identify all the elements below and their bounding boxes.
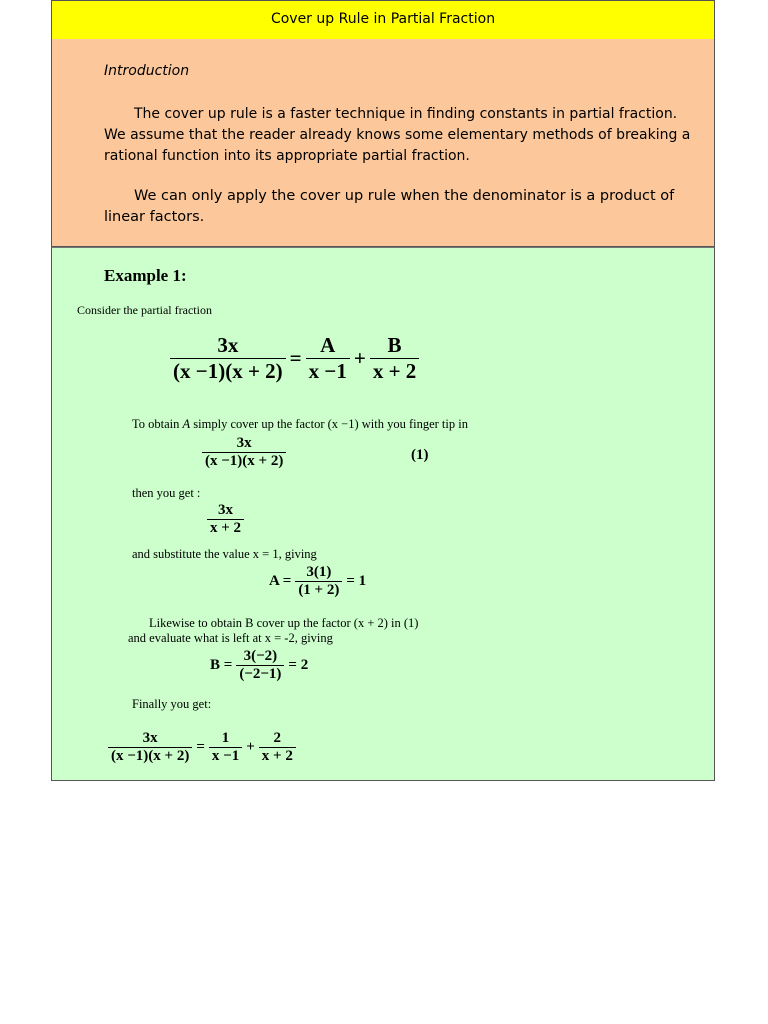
equation-b-value: B = $\frac{3(-2)}{(-2-1)}$ = 2 bbox=[210, 648, 309, 682]
final-b-denominator: x + 2 bbox=[259, 747, 296, 765]
a-value-numerator: 3(1) bbox=[306, 564, 332, 580]
final-a-denominator: x −1 bbox=[209, 747, 242, 765]
step-a-text: To obtain A simply cover up the factor (x −1) with you finger tip in bbox=[132, 417, 468, 431]
title-bar bbox=[51, 0, 715, 40]
lhs-denominator: (x −1)(x + 2) bbox=[170, 358, 286, 384]
covered-numerator: 3x bbox=[218, 502, 234, 518]
b-numerator: B bbox=[387, 333, 402, 357]
equation-a-value: A = $\frac{3(1)}{(1 + 2)}$ = 1 bbox=[269, 564, 367, 598]
a-denominator: x −1 bbox=[306, 358, 350, 384]
final-a-numerator: 1 bbox=[221, 730, 230, 746]
equation-1 bbox=[202, 435, 286, 470]
equals-sign: = bbox=[289, 346, 302, 370]
final-b-numerator: 2 bbox=[273, 730, 282, 746]
a-numerator: A bbox=[320, 333, 336, 357]
equation-final-result: $\frac{3x}{(x -1)(x + 2)}$ = $\frac{1}{x -1}$ + $\frac{2}{x + 2}$ bbox=[108, 730, 296, 765]
variable-a: A bbox=[182, 417, 191, 431]
page-title: Cover up Rule in Partial Fraction bbox=[270, 11, 496, 27]
consider-text: Consider the partial fraction bbox=[77, 303, 212, 317]
eq1-numerator: 3x bbox=[236, 435, 252, 451]
covered-denominator: x + 2 bbox=[207, 519, 244, 537]
fraction-b bbox=[370, 333, 419, 384]
b-value-numerator: 3(−2) bbox=[243, 648, 278, 664]
equation-partial-fraction bbox=[170, 333, 419, 384]
eq1-denominator: (x −1)(x + 2) bbox=[202, 452, 286, 470]
likewise-text-2: and evaluate what is left at x = -2, giving bbox=[128, 631, 333, 645]
finally-text: Finally you get: bbox=[132, 697, 212, 711]
lhs-fraction bbox=[170, 333, 286, 384]
substitute-text: and substitute the value x = 1, giving bbox=[132, 547, 317, 561]
equation-covered bbox=[207, 502, 244, 537]
example-heading: Example 1: bbox=[104, 266, 187, 285]
document bbox=[51, 0, 715, 780]
plus-sign: + bbox=[353, 346, 366, 370]
introduction-heading: Introduction bbox=[104, 63, 190, 79]
introduction-paragraph-1: The cover up rule is a faster technique in finding constants in partial fraction. We assume that the reader already knows some elementary methods of breaking a rational function into its appropriate partial fraction. bbox=[104, 106, 691, 164]
likewise-text-1: Likewise to obtain B cover up the factor (x + 2) in (1) bbox=[149, 616, 419, 630]
then-text: then you get : bbox=[132, 486, 201, 500]
introduction-section bbox=[51, 39, 715, 247]
introduction-paragraph-2: We can only apply the cover up rule when the denominator is a product of linear factors. bbox=[104, 188, 675, 225]
final-lhs-denominator: (x −1)(x + 2) bbox=[108, 747, 192, 765]
equation-label: (1) bbox=[411, 447, 429, 463]
fraction-a bbox=[306, 333, 350, 384]
b-value-denominator: (−2−1) bbox=[236, 665, 284, 683]
final-lhs-numerator: 3x bbox=[142, 730, 158, 746]
lhs-numerator: 3x bbox=[217, 333, 239, 357]
example-section bbox=[51, 247, 715, 781]
a-value-denominator: (1 + 2) bbox=[295, 581, 342, 599]
b-denominator: x + 2 bbox=[370, 358, 419, 384]
